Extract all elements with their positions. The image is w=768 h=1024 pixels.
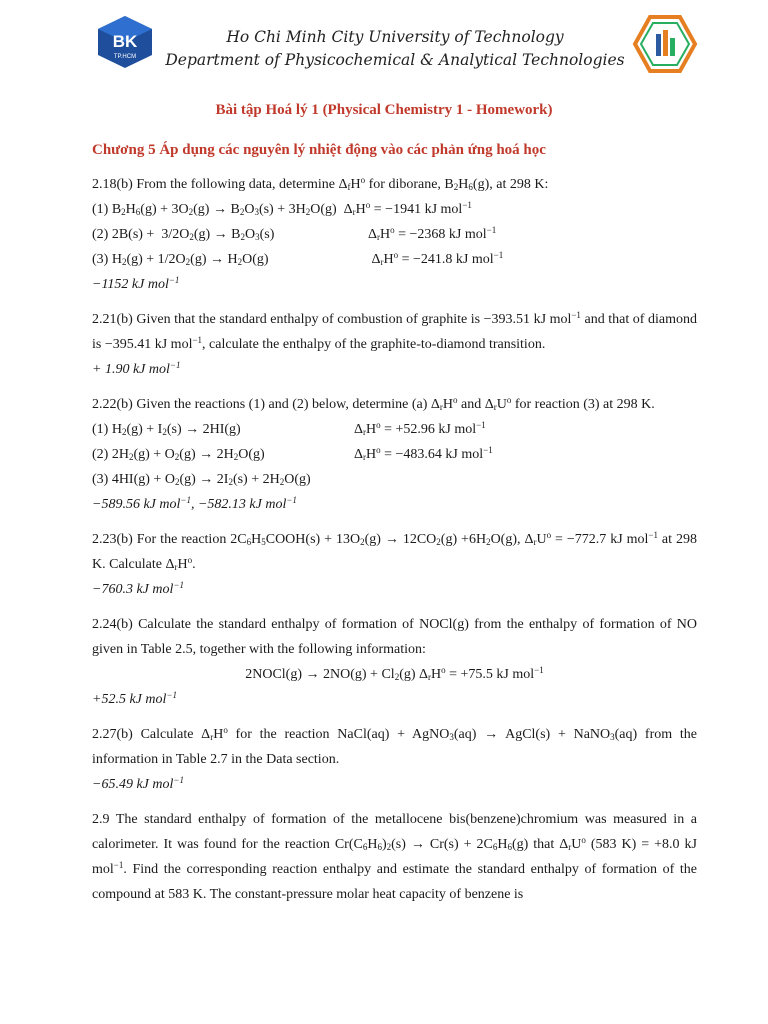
problem-222-reaction-1: (1) $H_2(g) + I_2(s) \to 2HI(g) \Delta_rH^o = +52.96$ kJ mol$^{-1}$ (92, 420, 486, 437)
problem-222-reaction-2: (2) $2H_2(g) + O_2(g) \to 2H_2O(g) \Delta_rH^o = -483.64$ kJ mol$^{-1}$ (92, 445, 493, 462)
problem-221-text: 2.21(b) Given that the standard enthalpy of combustion of graphite is −393.51 kJ mol$^{-1}$ and that of diamond is −395.41 kJ mol$^{-1}$, calculate the enthalpy of the graphite-to-diamond transition. (92, 310, 697, 352)
university-name: Ho Chi Minh City University of Technology (226, 28, 564, 46)
problem-218-reaction-2: (2) $2B(s) + 3/2O_2(g) \to B_2O_3(s) \Delta_rH^o = -2368$ kJ mol$^{-1}$ (92, 225, 497, 242)
chapter-heading: Chương 5 Áp dụng các nguyên lý nhiệt động vào các phản ứng hoá học (92, 142, 546, 158)
department-name: Department of Physicochemical & Analytical Technologies (165, 51, 625, 69)
problem-223-answer: −760.3 kJ mol$^{-1}$ (92, 580, 184, 597)
problem-222-intro: 2.22(b) Given the reactions (1) and (2) below, determine (a) $\Delta_rH^o$ and $\Delta_rU^o$ for reaction (3) at 298 K. (92, 395, 655, 412)
university-logo (94, 14, 156, 70)
problem-218-answer: −1152 kJ mol$^{-1}$ (92, 275, 180, 292)
problem-224-text: 2.24(b) Calculate the standard enthalpy of formation of NOCl(g) from the enthalpy of formation of NO given in Table 2.5, together with the following information: (92, 617, 697, 657)
header-text (160, 26, 630, 72)
homework-title: Bài tập Hoá lý 1 (Physical Chemistry 1 - Homework) (215, 102, 553, 118)
problem-227-text: 2.27(b) Calculate $\Delta_rH^o$ for the reaction NaCl(aq) + AgNO$_3$(aq) → AgCl(s) + NaNO$_3$(aq) from the information in Table 2.7 in the Data section. (92, 725, 697, 767)
problem-list (92, 172, 697, 907)
problem-218-intro: 2.18(b) From the following data, determine $\Delta_fH^o$ for diborane, $B_2H_6(g)$, at 298 K: (92, 175, 549, 192)
problem-222-reaction-3: (3) $4HI(g) + O_2(g) \to 2I_2(s) + 2H_2O(g)$ (92, 472, 311, 487)
problem-218-reaction-3: (3) $H_2(g) + 1/2O_2(g) \to H_2O(g) \Delta_rH^o = -241.8$ kJ mol$^{-1}$ (92, 250, 504, 267)
department-logo (632, 14, 698, 74)
problem-29-text: 2.9 The standard enthalpy of formation of the metallocene bis(benzene)chromium was measured in a calorimeter. It was found for the reaction $Cr(C_6H_6)_2(s) \to Cr(s) + 2C_6H_6(g)$ that $\Delta_rU^o$ (583 K) = +8.0 kJ mol$^{-1}$. Find the corresponding reaction enthalpy and estimate the standard enthalpy of formation of the compound at 583 K. The constant-pressure molar heat capacity of benzene is (92, 812, 697, 902)
problem-224-equation: 2NOCl(g) → $2NO(g) + Cl_2(g) \Delta_rH^o = +75.5$ kJ mol$^{-1}$ (245, 665, 544, 682)
svg-text:TP.HCM: TP.HCM (113, 54, 137, 60)
problem-222-answer: −589.56 kJ mol$^{-1}$, −582.13 kJ mol$^{-1}$ (92, 495, 297, 512)
problem-224-answer: +52.5 kJ mol$^{-1}$ (92, 690, 177, 707)
svg-text:BK: BK (112, 32, 138, 51)
problem-218-reaction-1: (1) $B_2H_6(g) + 3O_2(g) \to B_2O_3(s) + 3H_2O(g) \Delta_rH^o = -1941$ kJ mol$^{-1}$ (92, 200, 472, 217)
problem-221-answer: + 1.90 kJ mol$^{-1}$ (92, 360, 181, 377)
problem-227-answer: −65.49 kJ mol$^{-1}$ (92, 775, 184, 792)
problem-223-text: 2.23(b) For the reaction $2C_6H_5COOH(s) + 13O_2(g) \to 12CO_2(g) +6H_2O(g)$, $\Delta_rU^o = -772.7$ kJ mol$^{-1}$ at 298 K. Calculate $\Delta_rH^o$. (92, 530, 697, 572)
